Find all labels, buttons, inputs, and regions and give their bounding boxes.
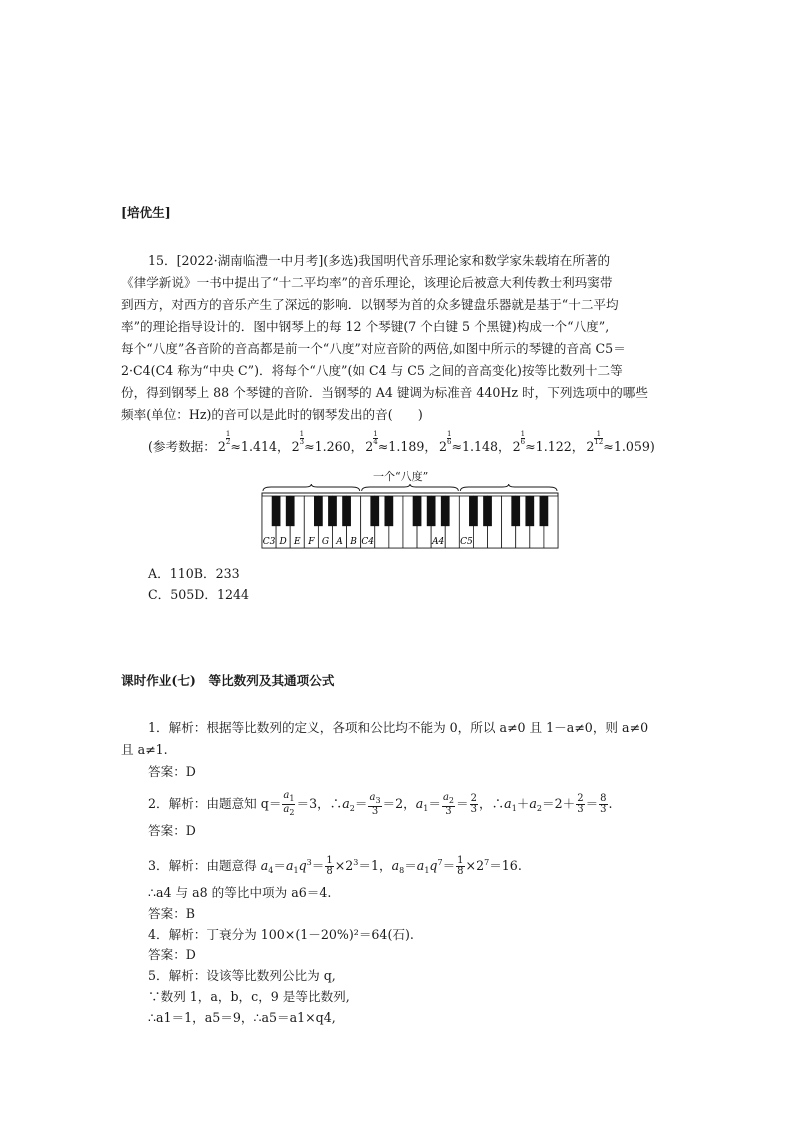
problem-line: 份，得到钢琴上 88 个琴键的音阶．当钢琴的 A4 键调为标准音 440Hz 时，下列选项中的哪些 [121, 385, 648, 400]
q5-line1: 5．解析：设该等比数列公比为 q, [148, 968, 336, 983]
reference-data [148, 431, 655, 455]
white-key-label: C4 [361, 537, 375, 547]
q3-answer: 答案：B [148, 906, 196, 921]
problem-line: 15．[2022·湖南临澧一中月考](多选)我国明代音乐理论家和数学家朱载堉在所著的 [148, 253, 611, 268]
black-key [441, 496, 450, 526]
black-key [328, 496, 337, 526]
white-key-label: A4 [432, 537, 445, 547]
black-key [525, 496, 534, 526]
white-key-label: G [321, 537, 330, 547]
black-key [483, 496, 492, 526]
q3-line1: 3．解析：由题意得 $a_4=a_1q^3=$ $\frac{1}{8}$ $\times 2^3=1$，$a_8=a_1q^7=$ $\frac{1}{8}$ $\times 2^7=16$. [148, 855, 522, 877]
reference-items [216, 430, 655, 454]
homework-title: 课时作业(七) 等比数列及其通项公式 [121, 673, 335, 688]
q2-line: 2．解析：由题意知 q＝ $\frac{a_1}{a_2}$ ＝3，$\therefore a_2=$ $\frac{a_3}{3}$ ＝2，$a_1=$ $\frac{a_2}{3}$ ＝ $\frac{2}{3}$ ，$\therefore a_1+a_2=2+$ $\frac{2}{3}$ ＝ $\frac{8}{3}$ . [148, 790, 613, 817]
problem-line: 2·C4(C4 称为“中央 C”)．将每个“八度”(如 C4 与 C5 之间的音高变化)按等比数列十二等 [121, 363, 623, 378]
white-key-label: B [350, 537, 357, 547]
q4-answer: 答案：D [148, 947, 196, 962]
white-key-label: C3 [262, 537, 276, 547]
white-key-label: F [308, 537, 315, 547]
octave-brace [263, 484, 360, 491]
white-key-label: A [336, 537, 343, 547]
piano-figure [260, 464, 560, 554]
reference-item: 2 $\frac{1}{4}$ ≈1.189， [365, 430, 437, 454]
option-line: C．505D．1244 [148, 587, 250, 602]
black-key [286, 496, 295, 526]
black-key [413, 496, 422, 526]
problem-line: 《律学新说》一书中提出了“十二平均率”的音乐理论，该理论后被意大利传教士利玛窦带 [121, 275, 613, 290]
problem-line: 率”的理论指导设计的．图中钢琴上的每 12 个琴键(7 个白键 5 个黑键)构成一个“八度”, [121, 319, 610, 334]
piano-keyboard [260, 464, 560, 554]
black-key [272, 496, 281, 526]
black-key [469, 496, 478, 526]
q2-answer: 答案：D [148, 823, 196, 838]
white-key-label: E [293, 537, 301, 547]
q1-line1: 1．解析：根据等比数列的定义，各项和公比均不能为 0，所以 a≠0 且 1－a≠0，则 a≠0 [148, 720, 649, 735]
reference-item: 2 $\frac{1}{12}$ ≈1.059) [586, 430, 655, 454]
q3-prefix: 3．解析：由题意得 [148, 858, 257, 873]
reference-item: 2 $\frac{1}{6}$ ≈1.122， [512, 430, 585, 454]
black-key [511, 496, 520, 526]
q3-line2: ∴a4 与 a8 的等比中项为 a6＝4. [148, 885, 332, 900]
problem-line: 每个“八度”各音阶的音高都是前一个“八度”对应音阶的两倍,如图中所示的琴键的音高 C5＝ [121, 341, 626, 356]
q4-line: 4．解析：丁衰分为 100×(1－20%)²＝64(石). [148, 927, 414, 942]
q2-prefix: 2．解析：由题意知 q＝ [148, 796, 282, 811]
reference-prefix: (参考数据： [148, 439, 216, 454]
q5-line2: ∵数列 1，a，b，c，9 是等比数列, [148, 989, 350, 1004]
white-key-label: D [279, 537, 287, 547]
white-key-label: C5 [460, 537, 473, 547]
black-key [342, 496, 351, 526]
reference-item: 2 $\frac{1}{6}$ ≈1.148， [438, 430, 511, 454]
black-key [427, 496, 436, 526]
problem-line: 到西方，对西方的音乐产生了深远的影响．以钢琴为首的众多键盘乐器就是基于“十二平均 [121, 297, 619, 312]
q5-line3: ∴a1＝1，a5＝9，∴a5＝a1×q4, [148, 1010, 336, 1025]
black-key [540, 496, 549, 526]
black-key [314, 496, 323, 526]
q1-line2: 且 a≠1. [121, 742, 168, 757]
octave-label: 一个“八度” [373, 470, 429, 483]
black-key [384, 496, 393, 526]
reference-item: 2 $\frac{1}{3}$ ≈1.260， [291, 430, 364, 454]
problem-line: 频率(单位：Hz)的音可以是此时的钢琴发出的音( ) [121, 407, 423, 422]
q1-answer: 答案：D [148, 764, 196, 779]
black-key [370, 496, 379, 526]
octave-brace [362, 484, 459, 491]
option-line: A．110B．233 [148, 566, 240, 581]
section-heading: [培优生] [121, 205, 171, 220]
octave-brace [460, 484, 557, 491]
reference-item: 2 $\frac{1}{2}$ ≈1.414， [217, 430, 290, 454]
